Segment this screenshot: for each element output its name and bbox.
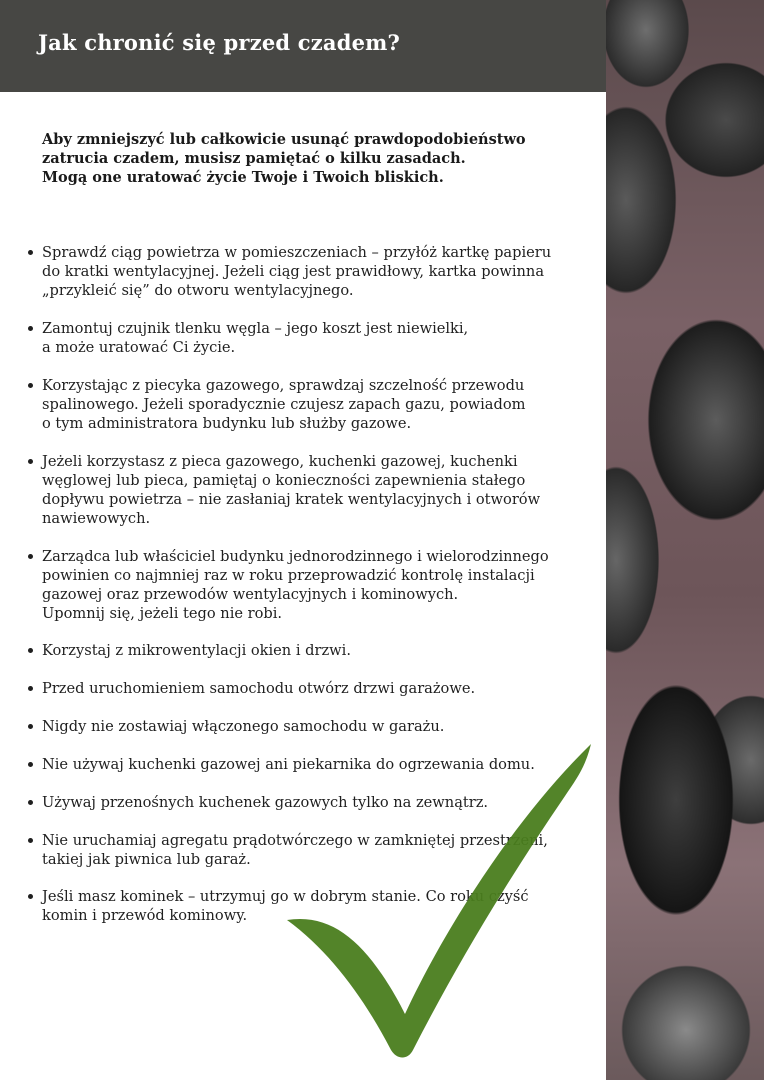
list-item: Jeśli masz kominek – utrzymuj go w dobrym stanie. Co roku czyść komin i przewód kominowy.: [42, 888, 529, 924]
list-item: Nie używaj kuchenki gazowej ani piekarnika do ogrzewania domu.: [42, 756, 535, 773]
list-item: Używaj przenośnych kuchenek gazowych tylko na zewnątrz.: [42, 794, 489, 811]
page-title: Jak chronić się przed czadem?: [38, 30, 401, 55]
list-item: Jeżeli korzystasz z pieca gazowego, kuchenki gazowej, kuchenki węglowej lub pieca, pamiętaj o konieczności zapewnienia stałego dopływu powietrza – nie zasłaniaj kratek wentylacyjnych i otworów nawiewowych.: [42, 453, 541, 527]
list-item: Nigdy nie zostawiaj włączonego samochodu w garażu.: [42, 718, 445, 735]
list-item: Sprawdź ciąg powietrza w pomieszczeniach – przyłóż kartkę papieru do kratki wentylacyjnej. Jeżeli ciąg jest prawidłowy, kartka powinna „przykleić się” do otworu wentylacyjnego.: [42, 244, 552, 299]
list-item: Przed uruchomieniem samochodu otwórz drzwi garażowe.: [42, 680, 476, 697]
list-item: Korzystaj z mikrowentylacji okien i drzwi.: [42, 642, 351, 659]
intro-paragraph: Aby zmniejszyć lub całkowicie usunąć prawdopodobieństwo zatrucia czadem, musisz pamiętać o kilku zasadach. Mogą one uratować życie Twoje i Twoich bliskich.: [42, 131, 526, 186]
checkmark-icon: [285, 738, 595, 1058]
page-header: [0, 0, 606, 92]
list-item: Korzystając z piecyka gazowego, sprawdzaj szczelność przewodu spalinowego. Jeżeli sporadycznie czujesz zapach gazu, powiadom o tym administratora budynku lub służby gazowe.: [42, 377, 526, 432]
list-item: Zarządca lub właściciel budynku jednorodzinnego i wielorodzinnego powinien co najmniej raz w roku przeprowadzić kontrolę instalacji gazowej oraz przewodów wentylacyjnych i kominowych. Upomnij się, jeżeli tego nie robi.: [42, 548, 549, 622]
list-item: Nie uruchamiaj agregatu prądotwórczego w zamkniętej przestrzeni, takiej jak piwnica lub garaż.: [42, 832, 548, 868]
list-item: Zamontuj czujnik tlenku węgla – jego koszt jest niewielki, a może uratować Ci życie.: [42, 320, 469, 356]
charcoal-briquettes-photo: [606, 0, 764, 1080]
